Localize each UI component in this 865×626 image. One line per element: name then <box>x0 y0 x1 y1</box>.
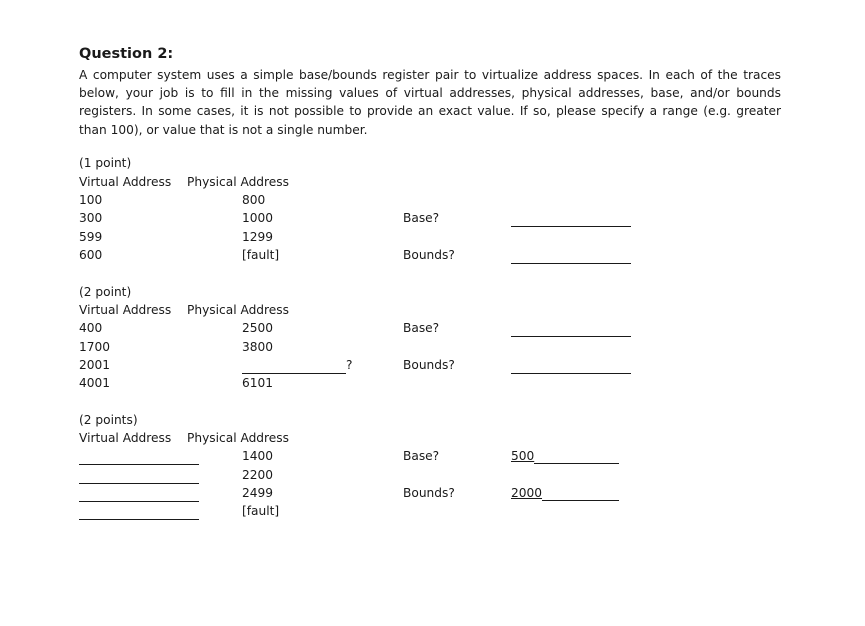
trace3-row3-virtual-blank[interactable] <box>79 501 199 502</box>
trace2-header-physical: Physical Address <box>187 303 289 317</box>
trace2-points: (2 point) <box>79 285 132 299</box>
trace3-bounds-value: 2000 <box>511 486 543 500</box>
trace3-header-virtual: Virtual Address <box>79 431 172 445</box>
trace2-row2-physical: 3800 <box>242 340 274 354</box>
trace1-header-virtual: Virtual Address <box>79 175 172 189</box>
trace3-bounds-label: Bounds? <box>403 486 455 500</box>
trace2-row2-virtual: 1700 <box>79 340 111 354</box>
trace2-row1-virtual: 400 <box>79 321 103 335</box>
trace2-row4-physical: 6101 <box>242 376 274 390</box>
trace2-base-label: Base? <box>403 321 440 335</box>
trace3-base-underline <box>534 463 619 464</box>
trace2-bounds-blank[interactable] <box>511 373 631 374</box>
trace1-header-physical: Physical Address <box>187 175 289 189</box>
trace3-row1-virtual-blank[interactable] <box>79 464 199 465</box>
trace1-points: (1 point) <box>79 156 132 170</box>
trace3-base-value: 500 <box>511 449 535 463</box>
trace2-row3-physical-blank[interactable] <box>242 373 346 374</box>
trace2-header-virtual: Virtual Address <box>79 303 172 317</box>
trace1-base-blank[interactable] <box>511 226 631 227</box>
trace1-base-label: Base? <box>403 211 440 225</box>
trace1-row4-virtual: 600 <box>79 248 103 262</box>
trace1-row1-virtual: 100 <box>79 193 103 207</box>
trace1-row3-physical: 1299 <box>242 230 274 244</box>
question-title: Question 2: <box>79 46 174 62</box>
trace2-row3-question-mark: ? <box>346 358 353 372</box>
trace2-row4-virtual: 4001 <box>79 376 111 390</box>
trace3-row3-physical: 2499 <box>242 486 274 500</box>
trace3-row2-physical: 2200 <box>242 468 274 482</box>
trace3-bounds-underline <box>542 500 619 501</box>
trace1-bounds-blank[interactable] <box>511 263 631 264</box>
trace3-row2-virtual-blank[interactable] <box>79 483 199 484</box>
trace1-row3-virtual: 599 <box>79 230 103 244</box>
question-prompt: A computer system uses a simple base/bounds register pair to virtualize address spaces. In each of the traces below, your job is to fill in the missing values of virtual addresses, physical addresses, base, and/or bounds registers. In some cases, it is not possible to provide an exact value. If so, please specify a range (e.g. greater than 100), or value that is not a single number. <box>79 68 781 137</box>
trace2-row3-virtual: 2001 <box>79 358 111 372</box>
trace3-row4-physical: [fault] <box>242 504 280 518</box>
trace1-row2-physical: 1000 <box>242 211 274 225</box>
trace2-base-blank[interactable] <box>511 336 631 337</box>
trace2-row1-physical: 2500 <box>242 321 274 335</box>
trace3-header-physical: Physical Address <box>187 431 289 445</box>
trace1-row4-physical: [fault] <box>242 248 280 262</box>
trace1-bounds-label: Bounds? <box>403 248 455 262</box>
trace3-row4-virtual-blank[interactable] <box>79 519 199 520</box>
trace3-points: (2 points) <box>79 413 138 427</box>
trace1-row1-physical: 800 <box>242 193 266 207</box>
trace1-row2-virtual: 300 <box>79 211 103 225</box>
trace2-bounds-label: Bounds? <box>403 358 455 372</box>
trace3-row1-physical: 1400 <box>242 449 274 463</box>
trace3-base-label: Base? <box>403 449 440 463</box>
